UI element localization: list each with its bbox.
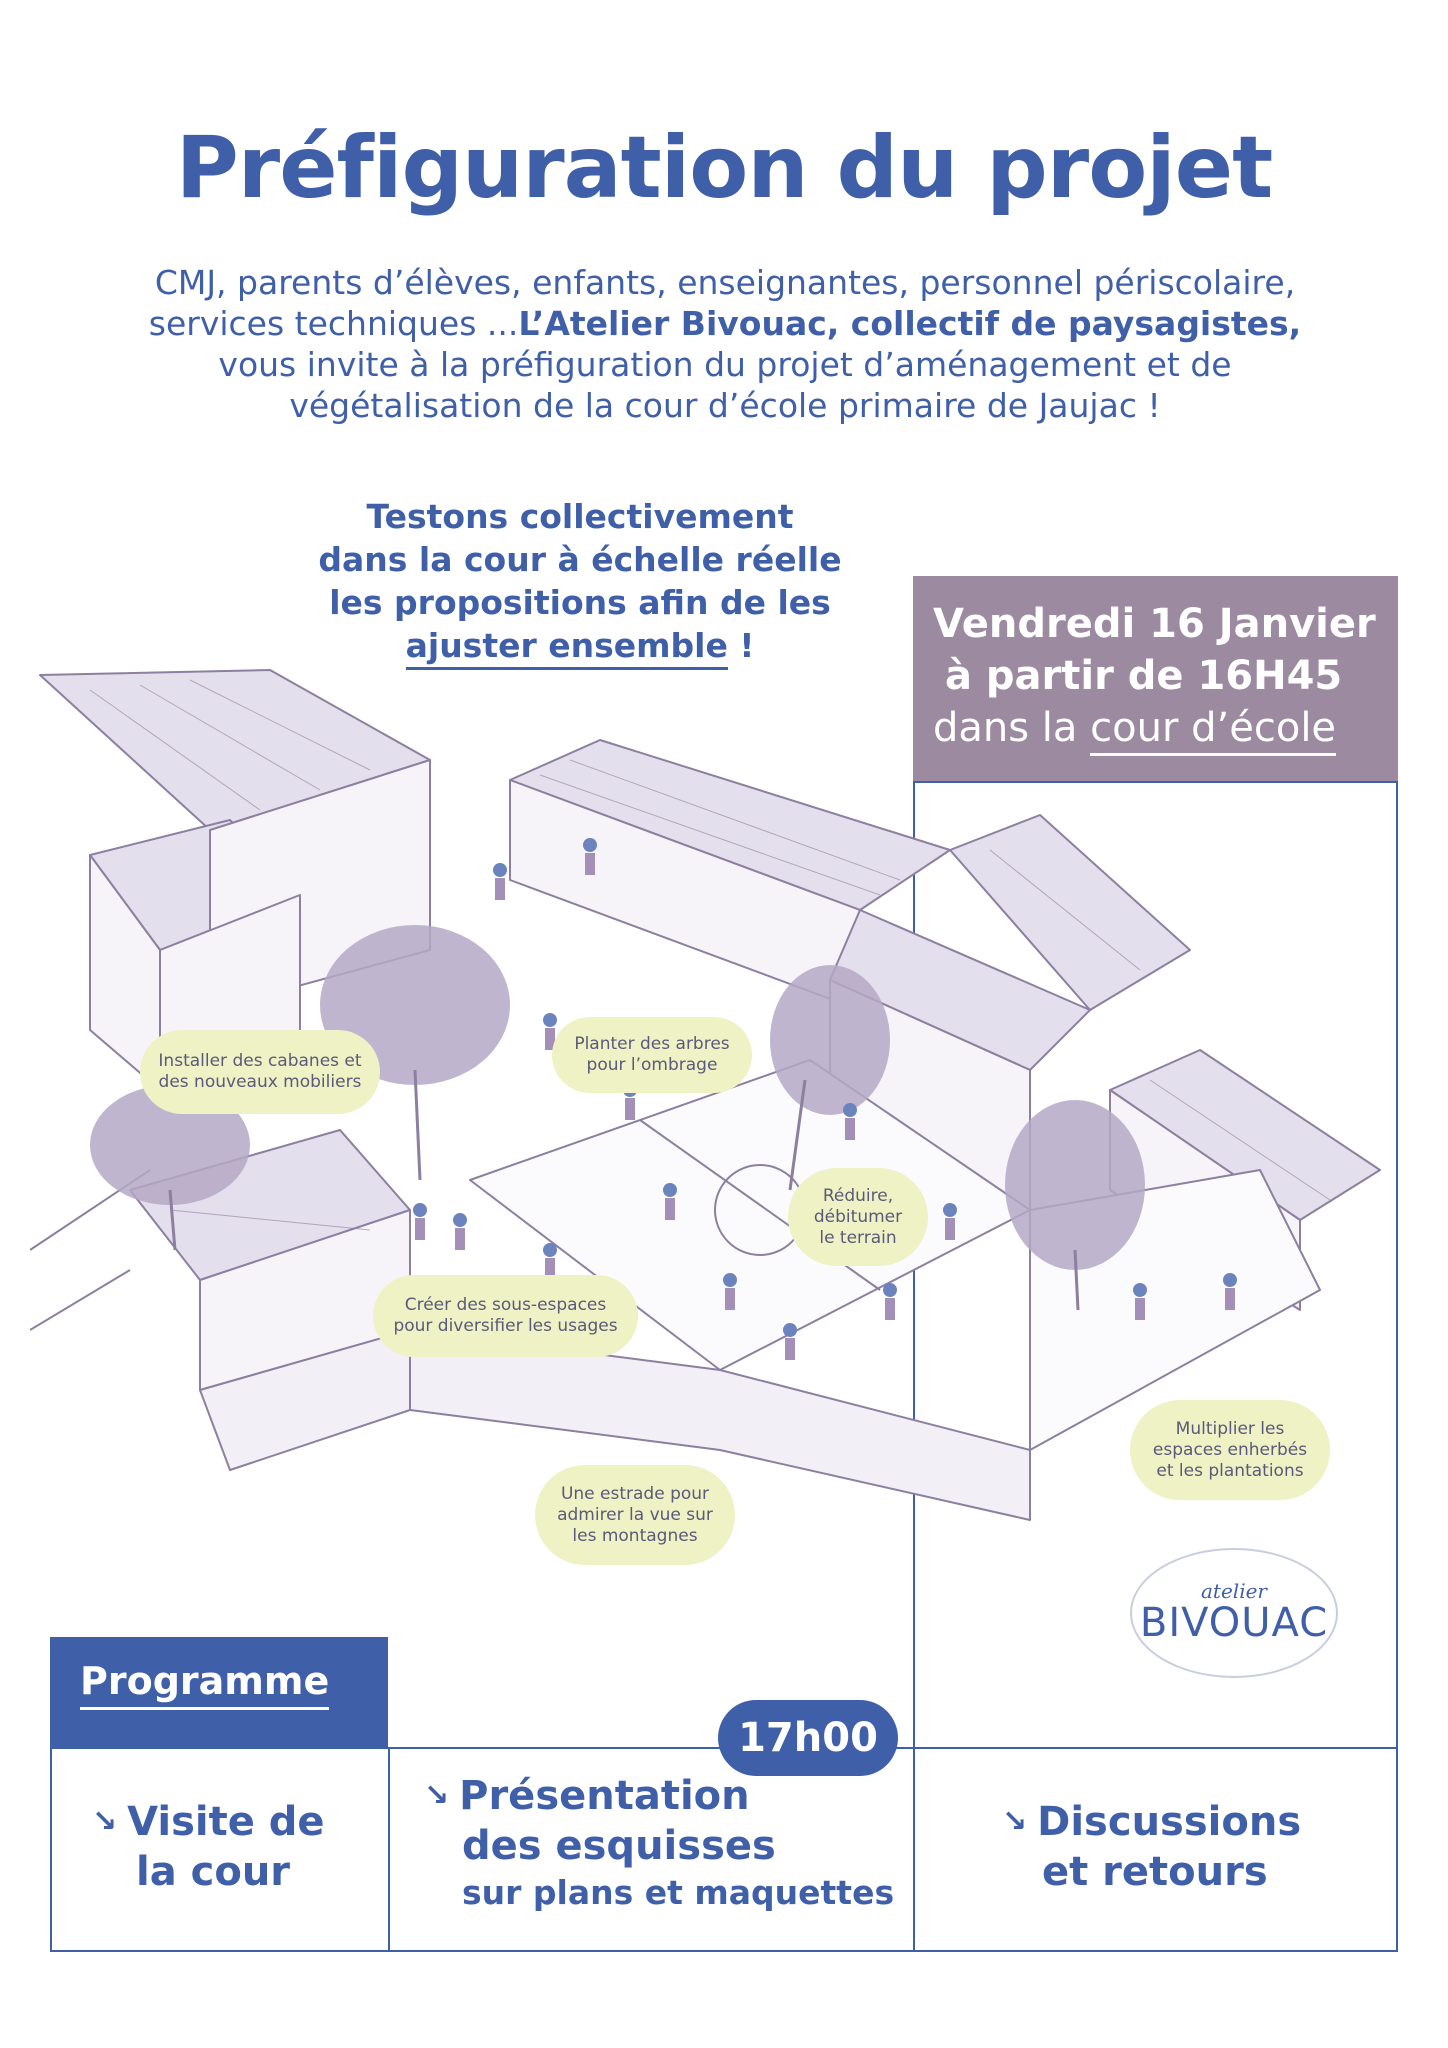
intro-line-2-bold: L’Atelier Bivouac, collectif de paysagistes, [518,304,1302,343]
programme-item-discussions [1002,1749,1392,1950]
programme-item-discussions-line-2: et retours [1042,1849,1268,1895]
programme-divider-1 [388,1749,390,1950]
programme-label: Programme [80,1659,329,1710]
programme-box [50,1747,1398,1952]
time-badge: 17h00 [718,1700,898,1776]
bubble-reduire-line-3: le terrain [819,1227,897,1248]
visite-line-1: Visite de [127,1799,325,1845]
callout-underlined: ajuster ensemble [406,626,728,670]
callout-line-1: Testons collectivement [366,497,794,536]
bubble-cabanes-line-2: des nouveaux mobiliers [158,1072,362,1092]
bubble-estrade-line-1: Une estrade pour [560,1483,710,1504]
hillside-line-2 [30,1270,130,1330]
bubble-cabanes [140,1030,380,1114]
bubble-sous-espaces-line-1: Créer des sous-espaces [404,1295,607,1315]
bubble-sous-espaces [373,1275,638,1357]
bubble-sous-espaces-line-2: pour diversifier les usages [393,1316,618,1336]
arrow-down-right-icon: ↘ [1002,1804,1028,1839]
tree-3 [770,965,890,1115]
bubble-arbres-line-2: pour l’ombrage [586,1055,718,1075]
date-line-3-underlined: cour d’école [1090,705,1336,756]
bubble-estrade-line-2: admirer la vue sur [557,1504,713,1525]
programme-item-discussions-line-1 [1002,1797,1392,1847]
date-line-3-pre: dans la [933,705,1091,751]
bubble-estrade-line-3: les montagnes [572,1525,698,1546]
callout-text [300,495,860,667]
intro-line-2 [100,303,1350,344]
bubble-estrade [535,1465,735,1565]
date-line-1: Vendredi 16 Janvier [933,601,1376,647]
bubble-reduire-line-2: débitumer [813,1206,903,1227]
bubble-reduire [788,1168,928,1266]
intro-line-2-normal: services techniques ... [148,304,519,343]
atelier-bivouac-logo [1130,1548,1338,1678]
bubble-enherbes-line-3: et les plantations [1156,1460,1304,1481]
intro-line-1: CMJ, parents d’élèves, enfants, enseignantes, personnel périscolaire, [154,263,1296,302]
date-line-2: à partir de 16H45 [945,653,1343,699]
bubble-cabanes-line-1: Installer des cabanes et [158,1051,362,1071]
callout-line-4-end: ! [727,626,755,665]
programme-item-presentation-sub: sur plans et maquettes [462,1873,895,1912]
callout-line-2: dans la cour à échelle réelle [318,540,842,579]
bubble-arbres-line-1: Planter des arbres [574,1034,730,1054]
callout-line-3: les propositions afin de les [329,583,831,622]
page-title: Préfiguration du projet [175,118,1273,218]
bubble-arbres [552,1017,752,1093]
discussions-line-1: Discussions [1037,1799,1302,1845]
intro-text [100,262,1350,426]
programme-item-visite-line-1 [92,1797,388,1847]
programme-item-visite-line-2: la cour [136,1849,291,1895]
intro-line-3: vous invite à la préfiguration du projet d’aménagement et de [218,345,1232,384]
arrow-down-right-icon: ↘ [92,1804,118,1839]
date-box [913,576,1398,781]
logo-big-text: BIVOUAC [1139,1600,1329,1646]
bubble-enherbes-line-1: Multiplier les [1175,1418,1285,1439]
bubble-enherbes-line-2: espaces enherbés [1152,1439,1308,1460]
programme-item-presentation-line-1 [424,1771,904,1821]
intro-line-4: végétalisation de la cour d’école primaire de Jaujac ! [289,386,1161,425]
presentation-line-1: Présentation [459,1773,750,1819]
programme-item-presentation-line-2: des esquisses [462,1823,776,1869]
bubble-reduire-line-1: Réduire, [822,1185,894,1206]
programme-tab [50,1637,388,1747]
programme-item-presentation [424,1749,904,1950]
arrow-down-right-icon: ↘ [424,1778,450,1813]
tree-4 [1005,1100,1145,1270]
date-line-3 [933,702,1380,754]
bubble-enherbes [1130,1400,1330,1500]
logo-small-text: atelier [1201,1579,1267,1603]
programme-item-visite [92,1749,388,1950]
